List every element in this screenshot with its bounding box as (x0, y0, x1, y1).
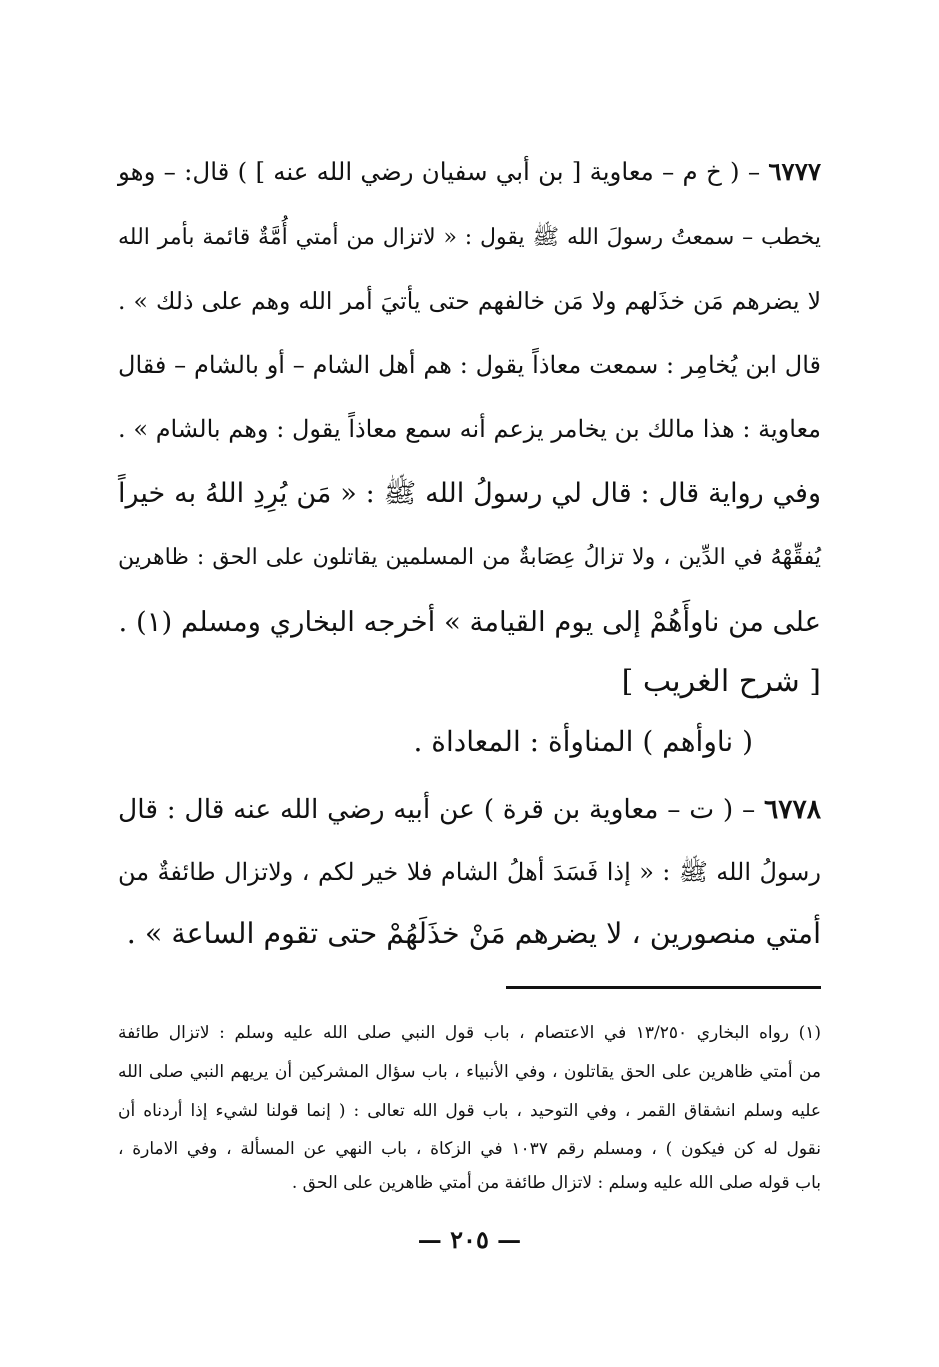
hadith-number: ٦٧٧٨ (764, 794, 821, 825)
hadith-6777-line-8: على من ناوأَهُمْ إلى يوم القيامة » أخرجه البخاري ومسلم (١) . (118, 606, 821, 638)
footnote-line-4: نقول له كن فيكون ) ، ومسلم رقم ١٠٣٧ في الزكاة ، باب النهي عن المسألة ، وفي الامارة ، (118, 1139, 821, 1159)
hadith-6777-line-6: وفي رواية قال : قال لي رسولُ الله ﷺ : « مَن يُرِدِ اللهُ به خيراً (118, 478, 821, 509)
hadith-6777-line-3: لا يضرهم مَن خذَلهم ولا مَن خالفهم حتى يأتيَ أمر الله وهم على ذلك » . (118, 287, 821, 315)
footnote-separator (506, 986, 821, 989)
hadith-6778-line-3: أمتي منصورين ، لا يضرهم مَنْ خذَلَهُمْ حتى تقوم الساعة » . (126, 917, 821, 950)
hadith-6777-line-4: قال ابن يُخامِر : سمعت معاذاً يقول : هم أهل الشام – أو بالشام – فقال (118, 351, 821, 379)
hadith-number: ٦٧٧٧ (768, 157, 822, 186)
hadith-text: – ( خ م – معاوية [ بن أبي سفيان رضي الله عنه ] ) قال: – وهو (118, 157, 761, 186)
hadith-6778-line-2: رسولُ الله ﷺ : « إذا فَسَدَ أهلُ الشام فلا خير لكم ، ولاتزال طائفةٌ من (118, 858, 821, 886)
gloss-entry: ( ناوأهم ) المناوأة : المعاداة . (413, 725, 753, 758)
hadith-6777-line-7: يُفقِّهْهُ في الدِّين ، ولا تزالُ عِصَابةٌ من المسلمين يقاتلون على الحق : ظاهرين (118, 545, 821, 570)
hadith-6778-line-1 (118, 790, 821, 830)
footnote-line-3: عليه وسلم انشقاق القمر ، وفي التوحيد ، باب قول الله تعالى : ( إنما قولنا لشيء إذا أردناه أن (118, 1101, 821, 1121)
page-number: — ٢٠٥ — (417, 1225, 522, 1254)
hadith-6777-line-1 (118, 152, 821, 192)
hadith-6777-line-5: معاوية : هذا مالك بن يخامر يزعم أنه سمع معاذاً يقول : وهم بالشام » . (118, 415, 821, 443)
footnote-line-2: من أمتي ظاهرين على الحق يقاتلون ، وفي الأنبياء ، باب سؤال المشركين أن يريهم النبي صلى الله (118, 1062, 821, 1082)
footnote-line-5: باب قوله صلى الله عليه وسلم : لاتزال طائفة من أمتي ظاهرين على الحق . (291, 1173, 821, 1193)
hadith-6777-line-2: يخطب – سمعتُ رسولَ الله ﷺ يقول : « لاتزال من أمتي أُمَّةٌ قائمة بأمر الله (118, 225, 821, 250)
hadith-text: – ( ت – معاوية بن قرة ) عن أبيه رضي الله عنه قال : قال (118, 794, 756, 825)
footnote-line-1: (١) رواه البخاري ١٣/٢٥٠ في الاعتصام ، باب قول النبي صلى الله عليه وسلم : لاتزال طائفة (118, 1023, 821, 1043)
gloss-heading: [ شرح الغريب ] (621, 664, 821, 699)
